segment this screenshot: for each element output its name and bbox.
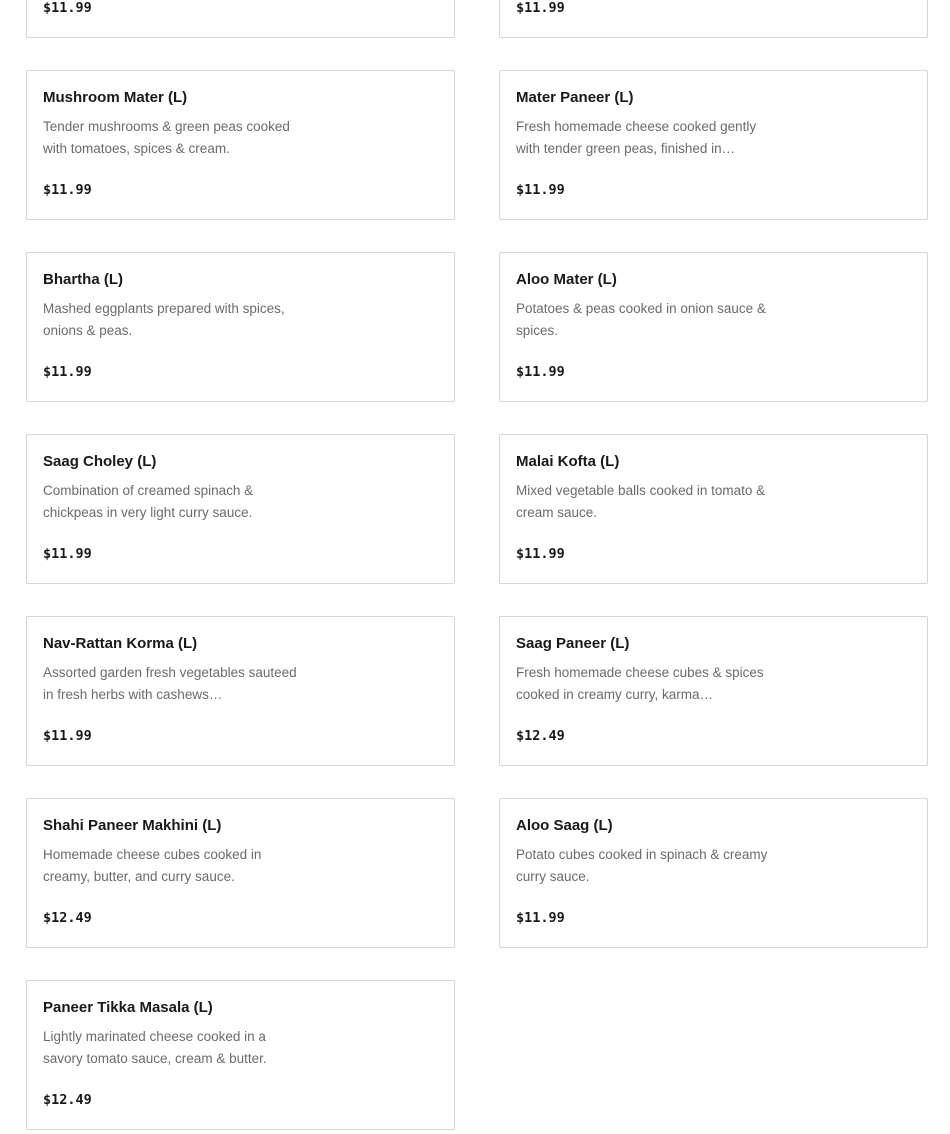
menu-item-description: Combination of creamed spinach & chickpeas in very light curry sauce. xyxy=(43,483,254,520)
menu-item-name: Saag Choley (L) xyxy=(43,453,157,470)
menu-item-card[interactable] xyxy=(499,0,928,38)
menu-item-price: $11.99 xyxy=(516,546,565,562)
menu-item-name: Nav-Rattan Korma (L) xyxy=(43,635,198,652)
menu-item-description: Fresh homemade cheese cooked gently with tender green peas, finished in… xyxy=(516,119,757,156)
menu-item-price: $12.49 xyxy=(516,728,565,744)
menu-item-card[interactable] xyxy=(499,616,928,766)
menu-item-name: Aloo Saag (L) xyxy=(516,817,613,834)
menu-item-name: Mushroom Mater (L) xyxy=(43,89,188,106)
menu-item-name: Malai Kofta (L) xyxy=(516,453,620,470)
menu-item-card[interactable] xyxy=(26,434,455,584)
menu-item-price: $11.99 xyxy=(516,910,565,926)
menu-item-card[interactable] xyxy=(26,70,455,220)
menu-item-price: $12.49 xyxy=(43,1092,92,1108)
menu-item-name: Shahi Paneer Makhini (L) xyxy=(43,817,222,834)
menu-item-description: Assorted garden fresh vegetables sauteed in fresh herbs with cashews… xyxy=(43,665,297,702)
menu-item-price: $11.99 xyxy=(43,364,92,380)
menu-item-description: Lightly marinated cheese cooked in a savory tomato sauce, cream & butter. xyxy=(43,1029,267,1066)
menu-item-card[interactable] xyxy=(499,70,928,220)
menu-item-description: Tender mushrooms & green peas cooked with tomatoes, spices & cream. xyxy=(43,119,290,156)
menu-item-card[interactable] xyxy=(26,0,455,38)
menu-item-card[interactable] xyxy=(26,980,455,1130)
menu-item-name: Paneer Tikka Masala (L) xyxy=(43,999,213,1016)
menu-item-price: $11.99 xyxy=(43,546,92,562)
menu-item-name: Bhartha (L) xyxy=(43,271,123,288)
menu-item-card[interactable] xyxy=(26,252,455,402)
menu-item-card[interactable] xyxy=(26,798,455,948)
menu-item-description: Mashed eggplants prepared with spices, onions & peas. xyxy=(43,301,285,338)
menu-item-card[interactable] xyxy=(499,798,928,948)
menu-item-description: Mixed vegetable balls cooked in tomato & cream sauce. xyxy=(516,483,766,520)
menu-item-name: Aloo Mater (L) xyxy=(516,271,617,288)
menu-item-description: Potatoes & peas cooked in onion sauce & spices. xyxy=(516,301,766,338)
menu-item-description: Homemade cheese cubes cooked in creamy, butter, and curry sauce. xyxy=(43,847,262,884)
menu-item-price: $12.49 xyxy=(43,910,92,926)
menu-item-description: Fresh homemade cheese cubes & spices cooked in creamy curry, karma… xyxy=(516,665,764,702)
menu-item-name: Saag Paneer (L) xyxy=(516,635,630,652)
menu-item-price: $11.99 xyxy=(516,364,565,380)
menu-item-price: $11.99 xyxy=(43,0,92,16)
menu-item-description: Potato cubes cooked in spinach & creamy curry sauce. xyxy=(516,847,768,884)
menu-item-price: $11.99 xyxy=(43,182,92,198)
menu-item-price: $11.99 xyxy=(516,0,565,16)
menu-item-name: Mater Paneer (L) xyxy=(516,89,634,106)
menu-item-card[interactable] xyxy=(499,252,928,402)
menu-item-card[interactable] xyxy=(26,616,455,766)
menu-item-price: $11.99 xyxy=(43,728,92,744)
menu-item-price: $11.99 xyxy=(516,182,565,198)
menu-items-grid xyxy=(26,0,928,1130)
menu-item-card[interactable] xyxy=(499,434,928,584)
